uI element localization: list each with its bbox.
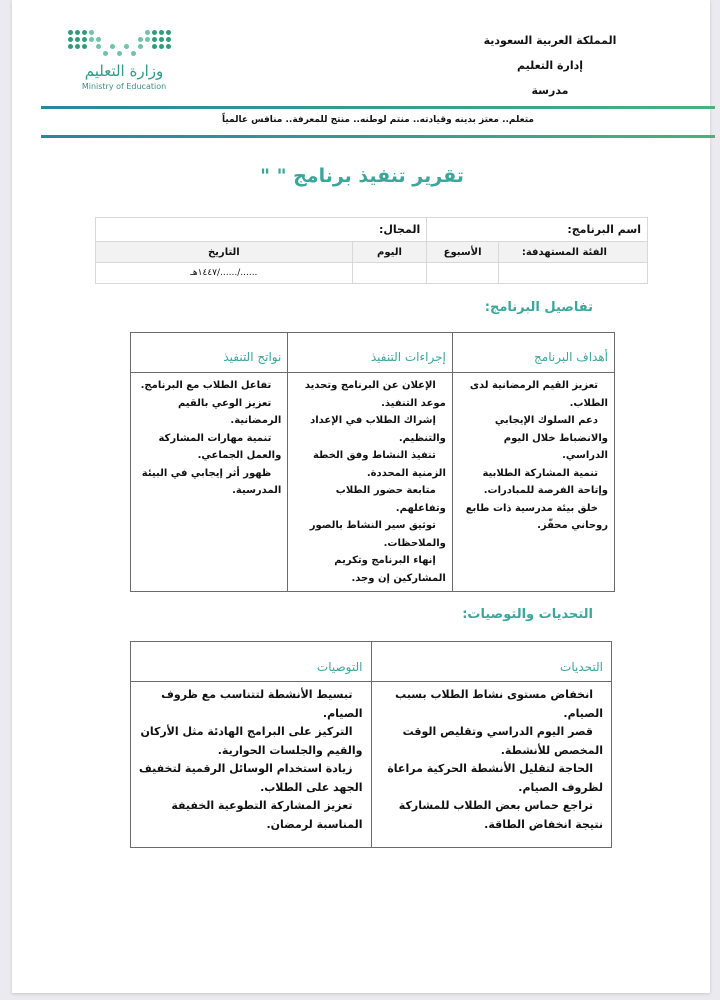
details-heading: تفاصيل البرنامج:: [484, 300, 593, 315]
country-name: المملكة العربية السعودية: [483, 34, 617, 47]
list-item: التركيز على البرامج الهادئة مثل الأركان والقيم والجلسات الحوارية.: [140, 725, 363, 757]
motto: متعلم.. معتز بدينه وقيادته.. منتم لوطنه.. منتج للمعرفة.. منافس عالمياً: [222, 115, 534, 125]
program-info-table: [95, 217, 648, 284]
header-institution: [470, 34, 630, 109]
challenges-table: [130, 641, 612, 848]
list-item: تعزيز المشاركة التطوعية الخفيفة المناسبة لرمضان.: [171, 799, 363, 831]
list-item: تنمية مهارات المشاركة والعمل الجماعي.: [158, 432, 282, 461]
list-item: ظهور أثر إيجابي في البيئة المدرسية.: [141, 467, 282, 496]
list-item: متابعة حضور الطلاب وتفاعلهم.: [335, 485, 446, 514]
challenges-cell: [371, 682, 612, 848]
challenges-header: التحديات: [371, 642, 612, 682]
week-label: الأسبوع: [427, 242, 499, 263]
list-item: تنفيذ النشاط وفق الخطة الزمنية المحددة.: [312, 450, 446, 479]
field-field[interactable]: [96, 218, 427, 242]
outcomes-cell: [131, 373, 288, 592]
program-details-table: [130, 332, 615, 592]
list-item: انخفاض مستوى نشاط الطلاب بسبب الصيام.: [395, 688, 603, 720]
day-label: اليوم: [352, 242, 427, 263]
logo-dots-icon: [68, 30, 184, 56]
list-item: دعم السلوك الإيجابي والانضباط خلال اليوم الدراسي.: [494, 415, 608, 461]
outcomes-header: نواتج التنفيذ: [131, 333, 288, 373]
target-group-value[interactable]: [498, 263, 647, 284]
list-item: تراجع حماس بعض الطلاب للمشاركة نتيجة انخفاض الطاقة.: [398, 799, 603, 831]
recommendations-header: التوصيات: [131, 642, 372, 682]
field-label: المجال:: [378, 223, 421, 236]
recommendations-cell: [131, 682, 372, 848]
program-name-field[interactable]: [427, 218, 648, 242]
list-item: تعزيز الوعي بالقيم الرمضانية.: [177, 397, 282, 426]
document-page: [12, 0, 710, 993]
logo-arabic-text: وزارة التعليم: [84, 62, 164, 80]
procedures-header: إجراءات التنفيذ: [288, 333, 453, 373]
header-divider-top: [41, 106, 715, 109]
challenges-heading: التحديات والتوصيات:: [462, 607, 593, 622]
page-title: تقرير تنفيذ برنامج " ": [260, 165, 464, 187]
list-item: تنمية المشاركة الطلابية وإتاحة الفرصة للمبادرات.: [482, 467, 608, 496]
list-item: تفاعل الطلاب مع البرنامج.: [140, 380, 272, 391]
week-value[interactable]: [427, 263, 499, 284]
list-item: زيادة استخدام الوسائل الرقمية لتخفيف الجهد على الطلاب.: [139, 762, 363, 794]
list-item: الإعلان عن البرنامج وتحديد موعد التنفيذ.: [304, 380, 446, 409]
list-item: تبسيط الأنشطة لتتناسب مع ظروف الصيام.: [161, 688, 363, 720]
goals-cell: [452, 373, 614, 592]
header-divider-bottom: [41, 135, 715, 138]
list-item: توثيق سير النشاط بالصور والملاحظات.: [309, 520, 446, 549]
program-name-label: اسم البرنامج:: [567, 223, 641, 236]
school-name: مدرسة: [531, 84, 569, 97]
list-item: قصر اليوم الدراسي وتقليص الوقت المخصص للأنشطة.: [402, 725, 603, 757]
list-item: خلق بيئة مدرسية ذات طابع روحاني محفّز.: [465, 502, 608, 531]
list-item: إنهاء البرنامج وتكريم المشاركين إن وجد.: [334, 555, 446, 584]
logo-english-text: Ministry of Education: [81, 82, 167, 91]
date-label: التاريخ: [96, 242, 353, 263]
procedures-cell: [288, 373, 453, 592]
day-value[interactable]: [352, 263, 427, 284]
goals-header: أهداف البرنامج: [452, 333, 614, 373]
list-item: تعزيز القيم الرمضانية لدى الطلاب.: [469, 380, 608, 409]
ministry-logo: [64, 30, 184, 91]
list-item: إشراك الطلاب في الإعداد والتنظيم.: [310, 415, 446, 444]
target-group-label: الفئة المستهدفة:: [498, 242, 647, 263]
department-name: إدارة التعليم: [516, 59, 584, 72]
date-value[interactable]: ....../....../١٤٤٧هـ: [96, 263, 353, 284]
list-item: الحاجة لتقليل الأنشطة الحركية مراعاة لظروف الصيام.: [387, 762, 603, 794]
